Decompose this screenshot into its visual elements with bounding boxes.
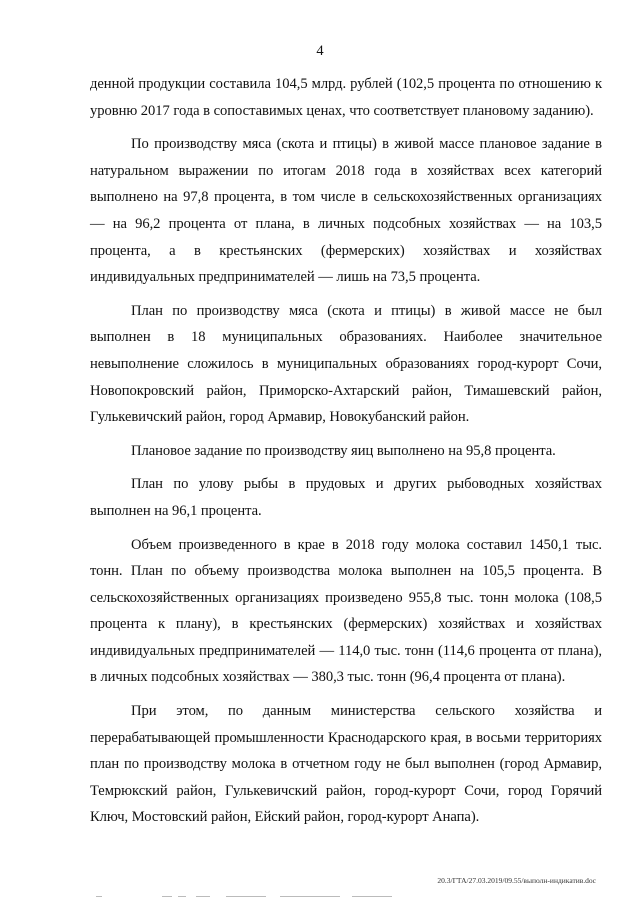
footer-file-reference: 20.3/ГТА/27.03.2019/09.55/выполн-индикатив.doc [437, 876, 596, 885]
paragraph-milk-production: Объем произведенного в крае в 2018 году молока составил 1450,1 тыс. тонн. План по объему производства молока выполнен на 105,5 процента. В сельскохозяйственных организациях произведено 955,8 тыс. тонн молока (108,5 процента к плану), в крестьянских (фермерских) хозяйствах и хозяйствах индивидуальных предпринимателей — 114,0 тыс. тонн (114,6 процента от плана), в личных подсобных хозяйствах — 380,3 тыс. тонн (96,4 процента от плана). [90, 536, 602, 686]
paragraph-egg-production: Плановое задание по производству яиц выполнено на 95,8 процента. [131, 442, 556, 459]
paragraph-meat-production: По производству мяса (скота и птицы) в живой массе плановое задание в натуральном выражении по итогам 2018 года в хозяйствах всех категорий выполнено на 97,8 процента, в том числе в сельскохозяйственных организациях — на 96,2 процента от плана, в личных подсобных хозяйствах — на 103,5 процента, а в крестьянских (фермерских) хозяйствах и хозяйствах индивидуальных предпринимателей — лишь на 73,5 процента. [90, 136, 602, 286]
paragraph-continuation: денной продукции составила 104,5 млрд. рублей (102,5 процента по отношению к уровню 2017 года в сопоставимых ценах, что соответствует плановому заданию). [90, 76, 602, 119]
scan-artifact-lines [0, 893, 640, 901]
paragraph-fish-catch: План по улову рыбы в прудовых и других рыбоводных хозяйствах выполнен на 96,1 процента. [90, 476, 602, 519]
document-body [90, 71, 602, 831]
page-number: 4 [316, 43, 324, 59]
paragraph-meat-plan-failures: План по производству мяса (скота и птицы) в живой массе не был выполнен в 18 муниципальных образованиях. Наиболее значительное невыполнение сложилось в муниципальных образованиях город-курорт Сочи, Новопокровский район, Приморско-Ахтарский район, Тимашевский район, Гулькевичский район, город Армавир, Новокубанский район. [90, 302, 602, 426]
paragraph-milk-plan-failures: При этом, по данным министерства сельского хозяйства и перерабатывающей промышленности Краснодарского края, в восьми территориях план по производству молока в отчетном году не был выполнен (город Армавир, Темрюкский район, Гулькевичский район, город-курорт Сочи, город Горячий Ключ, Мостовский район, Ейский район, город-курорт Анапа). [90, 703, 602, 826]
